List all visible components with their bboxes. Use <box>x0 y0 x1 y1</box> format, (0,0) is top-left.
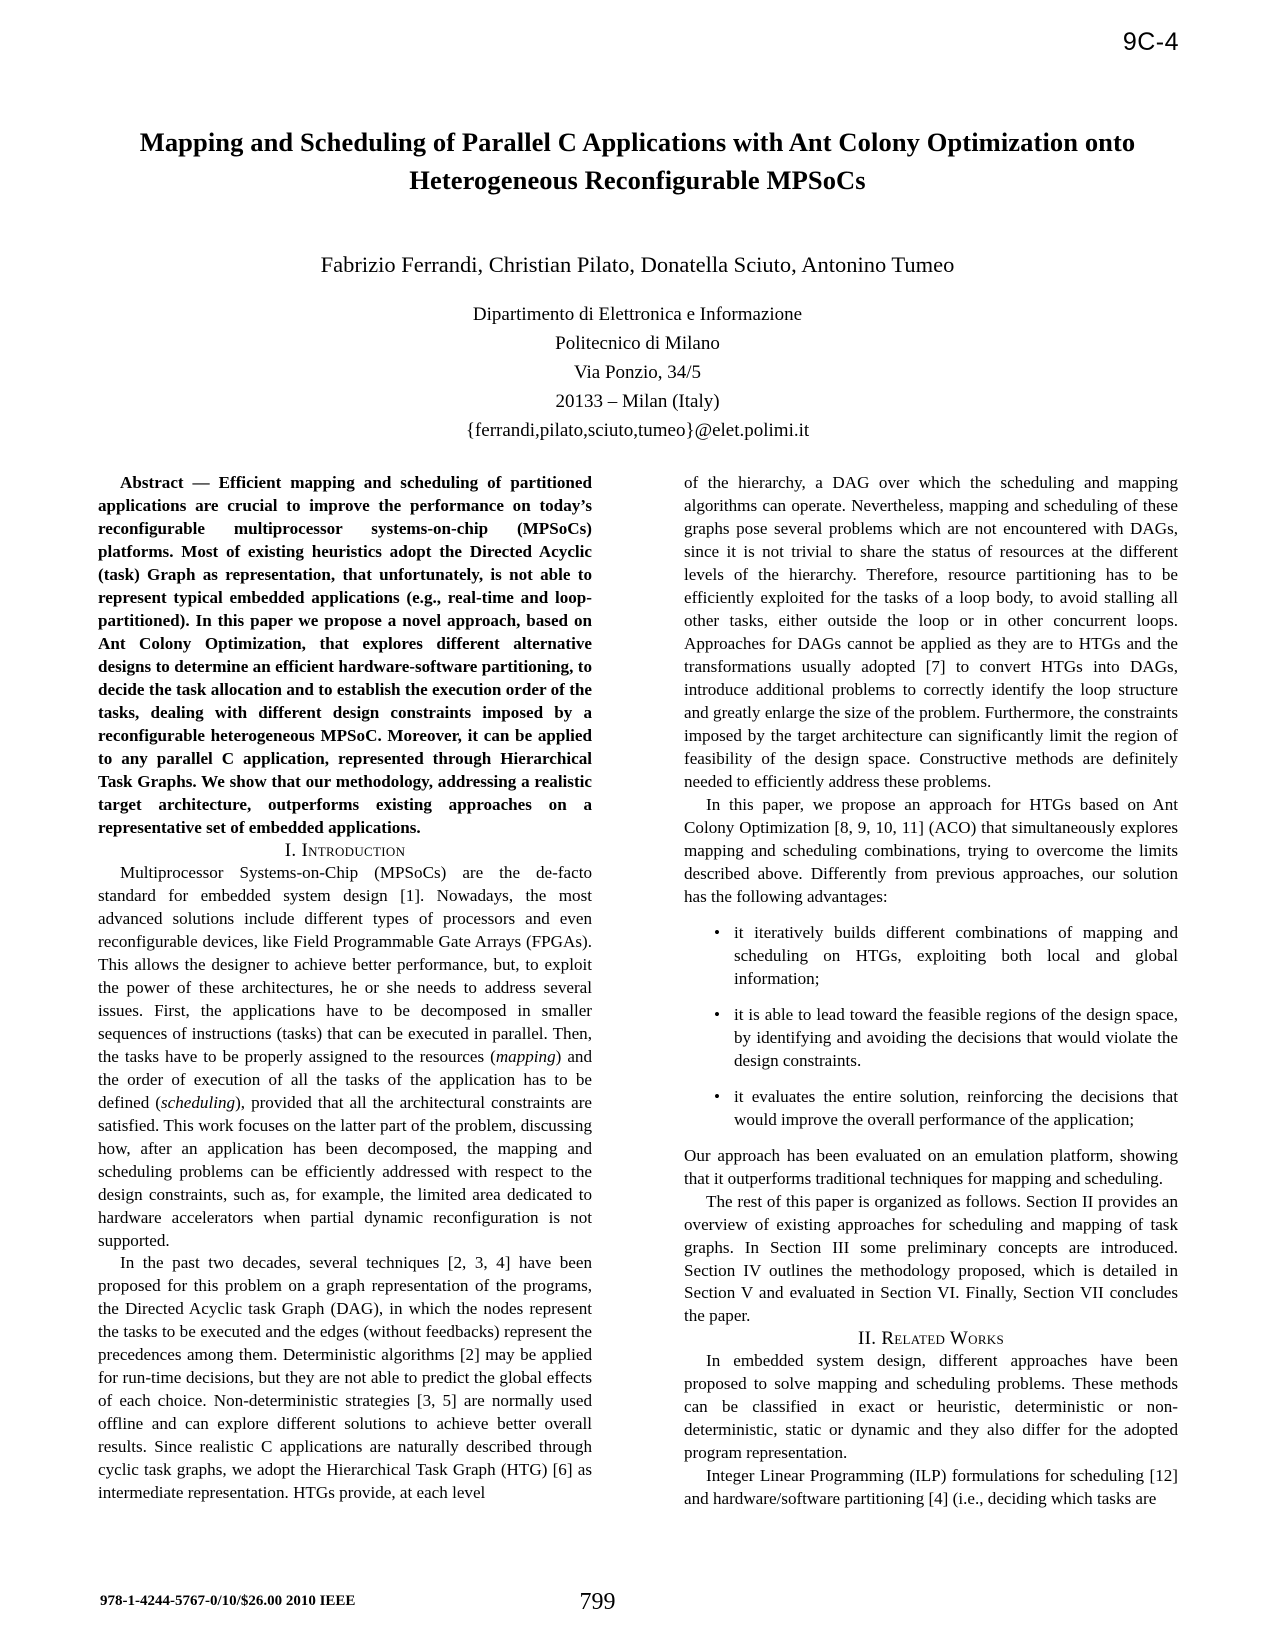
left-column <box>98 472 592 1505</box>
affiliation-city: 20133 – Milan (Italy) <box>555 391 720 413</box>
right-paragraph-3: Our approach has been evaluated on an emulation platform, showing that it outperforms traditional techniques for mapping and scheduling. <box>684 1145 1178 1188</box>
intro-p1-part-c: ), provided that all the architectural constraints are satisfied. This work focuses on the latter part of the problem, discussing how, after an application has been decomposed, the mapping and scheduling problems can be efficiently addressed with respect to the design constraints, such as, for example, the limited area dedicated to hardware accelerators when partial dynamic reconfiguration is not supported. <box>98 1092 592 1250</box>
affiliation-street: Via Ponzio, 34/5 <box>573 362 702 384</box>
affiliation-block <box>96 300 1179 445</box>
intro-p1-part-a: Multiprocessor Systems-on-Chip (MPSoCs) are the de-facto standard for embedded system design [1]. Nowadays, the most advanced solutions include different types of processors and even reconfigurable devices, like Field Programmable Gate Arrays (FPGAs). This allows the designer to achieve better performance, but, to exploit the power of these architectures, he or she needs to address several issues. First, the applications have to be decomposed in smaller sequences of instructions (tasks) that can be executed in parallel. Then, the tasks have to be properly assigned to the resources ( <box>98 862 592 1066</box>
list-item: • it is able to lead toward the feasible regions of the design space, by identifying and avoiding the decisions that would violate the design constraints. <box>720 1004 1178 1073</box>
intro-paragraph-2: In the past two decades, several techniques [2, 3, 4] have been proposed for this problem on a graph representation of the programs, the Directed Acyclic task Graph (DAG), in which the nodes represent the tasks to be executed and the edges (without feedbacks) represent the precedences among them. Deterministic algorithms [2] may be applied for run-time decisions, but they are not able to predict the global effects of each choice. Non-deterministic strategies [3, 5] are normally used offline and can explore different solutions to achieve better overall results. Since realistic C applications are naturally described through cyclic task graphs, we adopt the Hierarchical Task Graph (HTG) [6] as intermediate representation. HTGs provide, at each level <box>98 1253 592 1503</box>
intro-p1-emphasis-mapping: mapping <box>495 1046 556 1066</box>
affiliation-university: Politecnico di Milano <box>555 333 720 355</box>
page-number-value: 799 <box>579 1589 616 1615</box>
right-paragraph-5: In embedded system design, different approaches have been proposed to solve mapping and scheduling problems. These methods can be classified in exact or heuristic, deterministic or non-deterministic, static or dynamic and they also differ for the adopted program representation. <box>684 1351 1178 1463</box>
right-paragraph-6: Integer Linear Programming (ILP) formulations for scheduling [12] and hardware/software partitioning [4] (i.e., deciding which tasks are <box>684 1466 1178 1509</box>
section-heading-related-works: II. Related Works <box>857 1328 1005 1350</box>
list-item: • it iteratively builds different combinations of mapping and scheduling on HTGs, exploiting both local and global information; <box>720 922 1178 991</box>
right-paragraph-4: The rest of this paper is organized as follows. Section II provides an overview of existing approaches for scheduling and mapping of task graphs. In Section III some preliminary concepts are introduced. Section IV outlines the methodology proposed, which is detailed in Section V and evaluated in Section VI. Finally, Section VII concludes the paper. <box>684 1191 1178 1326</box>
footer-isbn: 978-1-4244-5767-0/10/$26.00 2010 IEEE <box>100 1593 356 1609</box>
title-block <box>96 124 1179 199</box>
abstract-paragraph <box>98 472 592 840</box>
list-item: • it evaluates the entire solution, reinforcing the decisions that would improve the overall performance of the application; <box>720 1086 1178 1132</box>
running-head: 9C-4 <box>1122 28 1179 56</box>
intro-paragraph-1 <box>98 862 592 1253</box>
right-paragraph-1: of the hierarchy, a DAG over which the scheduling and mapping algorithms can operate. Nevertheless, mapping and scheduling of these graphs pose several problems which are not encountered with DAGs, since it is not trivial to share the status of resources at the different levels of the hierarchy. Therefore, resource partitioning has to be efficiently exploited for the tasks of a loop body, to avoid stalling all other tasks, either outside the loop or in other concurrent loops. Approaches for DAGs cannot be applied as they are to HTGs and the transformations usually adopted [7] to convert HTGs into DAGs, introduce additional problems to correctly identify the loop structure and greatly enlarge the size of the problem. Furthermore, the constraints imposed by the target architecture can significantly limit the region of feasibility of the design space. Constructive methods are definitely needed to efficiently address these problems. <box>684 473 1178 791</box>
author-list: Fabrizio Ferrandi, Christian Pilato, Donatella Sciuto, Antonino Tumeo <box>320 252 955 277</box>
footer-page-number <box>0 1589 1275 1616</box>
right-column <box>684 472 1178 1511</box>
page-title: Mapping and Scheduling of Parallel C Applications with Ant Colony Optimization onto Heterogeneous Reconfigurable MPSoCs <box>139 127 1136 195</box>
affiliation-email: {ferrandi,pilato,sciuto,tumeo}@elet.polimi.it <box>465 420 810 442</box>
intro-p1-part-b: ) and the order of execution of all the tasks of the application has to be defined ( <box>98 1046 592 1112</box>
right-paragraph-2: In this paper, we propose an approach for HTGs based on Ant Colony Optimization [8, 9, 10, 11] (ACO) that simultaneously explores mapping and scheduling combinations, trying to overcome the limits described above. Differently from previous approaches, our solution has the following advantages: <box>684 794 1178 906</box>
affiliation-department: Dipartimento di Elettronica e Informazione <box>472 304 803 325</box>
advantages-list <box>684 922 1178 1132</box>
abstract-text: Efficient mapping and scheduling of partitioned applications are crucial to improve the performance on today’s reconfigurable multiprocessor systems-on-chip (MPSoCs) platforms. Most of existing heuristics adopt the Directed Acyclic (task) Graph as representation, that unfortunately, is not able to represent typical embedded applications (e.g., real-time and loop-partitioned). In this paper we propose a novel approach, based on Ant Colony Optimization, that explores different alternative designs to determine an efficient hardware-software partitioning, to decide the task allocation and to establish the execution order of the tasks, dealing with different design constraints imposed by a reconfigurable heterogeneous MPSoC. Moreover, it can be applied to any parallel C application, represented through Hierarchical Task Graphs. We show that our methodology, addressing a realistic target architecture, outperforms existing approaches on a representative set of embedded applications. <box>98 473 592 837</box>
section-heading-introduction: I. Introduction <box>284 839 406 861</box>
two-column-body <box>98 472 1178 1509</box>
abstract-label: Abstract — <box>120 473 219 492</box>
intro-p1-emphasis-scheduling: scheduling <box>161 1092 236 1112</box>
